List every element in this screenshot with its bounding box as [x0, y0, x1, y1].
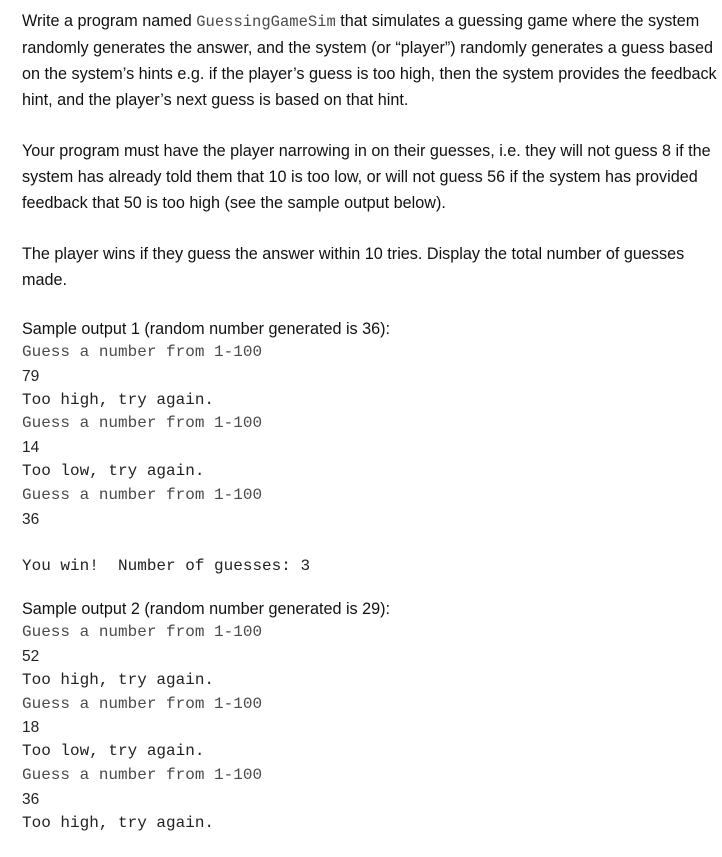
output-line-feedback: Too low, try again.: [22, 742, 205, 761]
output-line-feedback: Too low, try again.: [22, 461, 205, 480]
output-line-input: 79: [22, 367, 40, 385]
output-line-input: 52: [22, 647, 40, 665]
output-line-feedback: Too high, try again.: [22, 670, 215, 689]
output-line-prompt: Guess a number from 1-100: [22, 694, 263, 713]
sample-output-1-heading: Sample output 1 (random number generated is 36):: [22, 320, 391, 338]
section-spacer: [22, 579, 718, 597]
win-condition-paragraph: The player wins if they guess the answer within 10 tries. Display the total number of guesses made.: [22, 245, 685, 289]
output-line-feedback: Too high, try again.: [22, 813, 215, 832]
sample-output-2-heading: Sample output 2 (random number generated is 29):: [22, 600, 391, 619]
output-line-input: 14: [22, 439, 40, 457]
program-name-code: GuessingGameSim: [196, 13, 336, 31]
output-line-prompt: Guess a number from 1-100: [22, 485, 263, 504]
output-line-input: 36: [22, 790, 40, 808]
intro-text-after: that simulates a guessing game where the system randomly generates the answer, and the system (or “player”) randomly generates a guess based on the system’s hints e.g. if the player’s guess is too high, then the system provides the feedback hint, and the player’s next guess is based on that hint.: [22, 12, 717, 109]
narrowing-paragraph: Your program must have the player narrowing in on their guesses, i.e. they will not guess 8 if the system has already told them that 10 is too low, or will not guess 56 if the system has provided feedback that 50 is too high (see the sample output below).: [22, 142, 711, 212]
sample-output-2-lines: [22, 621, 718, 835]
paragraph-spacer: [22, 113, 718, 138]
output-line-prompt: Guess a number from 1-100: [22, 343, 263, 361]
output-line-prompt: Guess a number from 1-100: [22, 765, 263, 784]
document-body: [22, 8, 718, 835]
output-line-blank: [22, 531, 718, 555]
intro-text-before: Write a program named: [22, 12, 197, 30]
output-line-prompt: Guess a number from 1-100: [22, 623, 263, 642]
sample-output-2: [22, 597, 718, 835]
paragraph-spacer: [22, 216, 718, 241]
intro-paragraph: [22, 8, 718, 113]
paragraph-spacer: [22, 293, 718, 317]
output-line-input: 18: [22, 719, 40, 737]
sample-output-1: [22, 317, 718, 579]
output-line-prompt: Guess a number from 1-100: [22, 414, 263, 433]
output-line-feedback: You win! Number of guesses: 3: [22, 557, 311, 576]
sample-output-1-lines: [22, 341, 718, 579]
output-line-input: 36: [22, 510, 40, 528]
output-line-feedback: Too high, try again.: [22, 390, 215, 409]
